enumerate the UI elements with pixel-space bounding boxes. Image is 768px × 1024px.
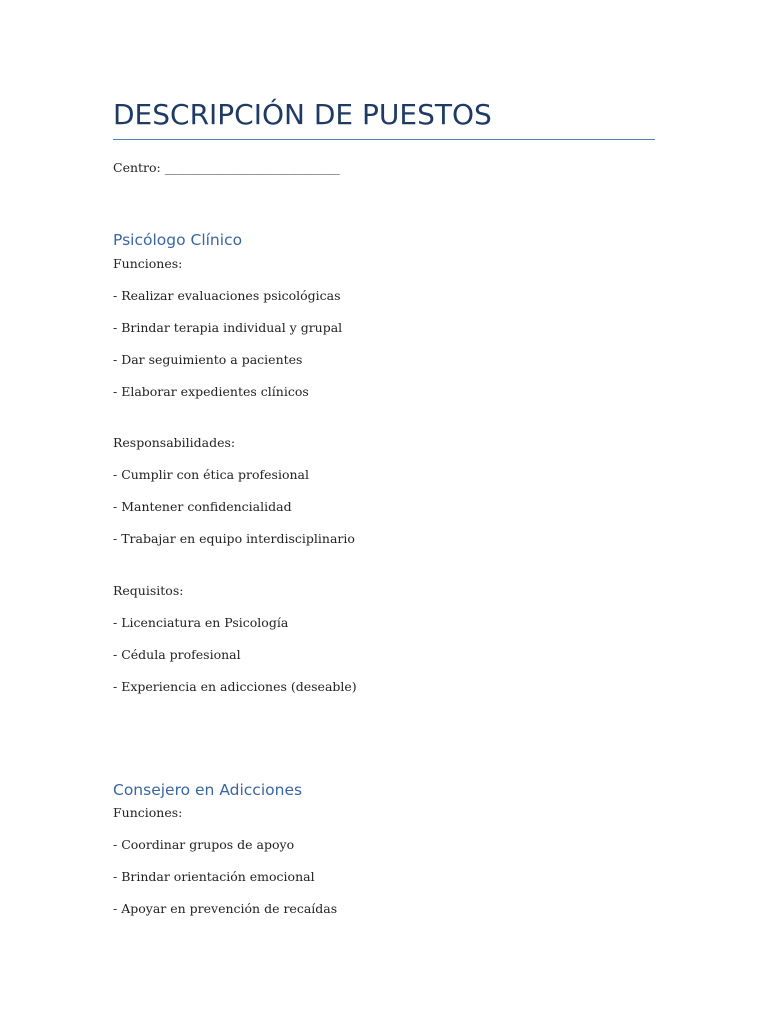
list-item: - Licenciatura en Psicología bbox=[113, 615, 289, 630]
requirements-label: Requisitos: bbox=[113, 583, 184, 598]
list-item: - Cumplir con ética profesional bbox=[113, 467, 309, 482]
section-heading-consejero-adicciones: Consejero en Adicciones bbox=[113, 781, 303, 799]
list-item: - Experiencia en adicciones (deseable) bbox=[113, 679, 357, 694]
list-item: - Mantener confidencialidad bbox=[113, 499, 292, 514]
list-item: - Brindar orientación emocional bbox=[113, 869, 315, 884]
section-heading-psicologo-clinico: Psicólogo Clínico bbox=[113, 231, 243, 249]
list-item: - Cédula profesional bbox=[113, 647, 241, 662]
functions-label: Funciones: bbox=[113, 256, 183, 271]
center-field: Centro: ____________________________ bbox=[113, 160, 340, 175]
functions-label: Funciones: bbox=[113, 805, 183, 820]
page-title: DESCRIPCIÓN DE PUESTOS bbox=[113, 98, 492, 131]
list-item: - Realizar evaluaciones psicológicas bbox=[113, 288, 341, 303]
list-item: - Coordinar grupos de apoyo bbox=[113, 837, 295, 852]
list-item: - Elaborar expedientes clínicos bbox=[113, 384, 309, 399]
list-item: - Trabajar en equipo interdisciplinario bbox=[113, 531, 355, 546]
list-item: - Brindar terapia individual y grupal bbox=[113, 320, 343, 335]
title-underline bbox=[113, 139, 655, 140]
list-item: - Apoyar en prevención de recaídas bbox=[113, 901, 338, 916]
responsibilities-label: Responsabilidades: bbox=[113, 435, 236, 450]
list-item: - Dar seguimiento a pacientes bbox=[113, 352, 303, 367]
